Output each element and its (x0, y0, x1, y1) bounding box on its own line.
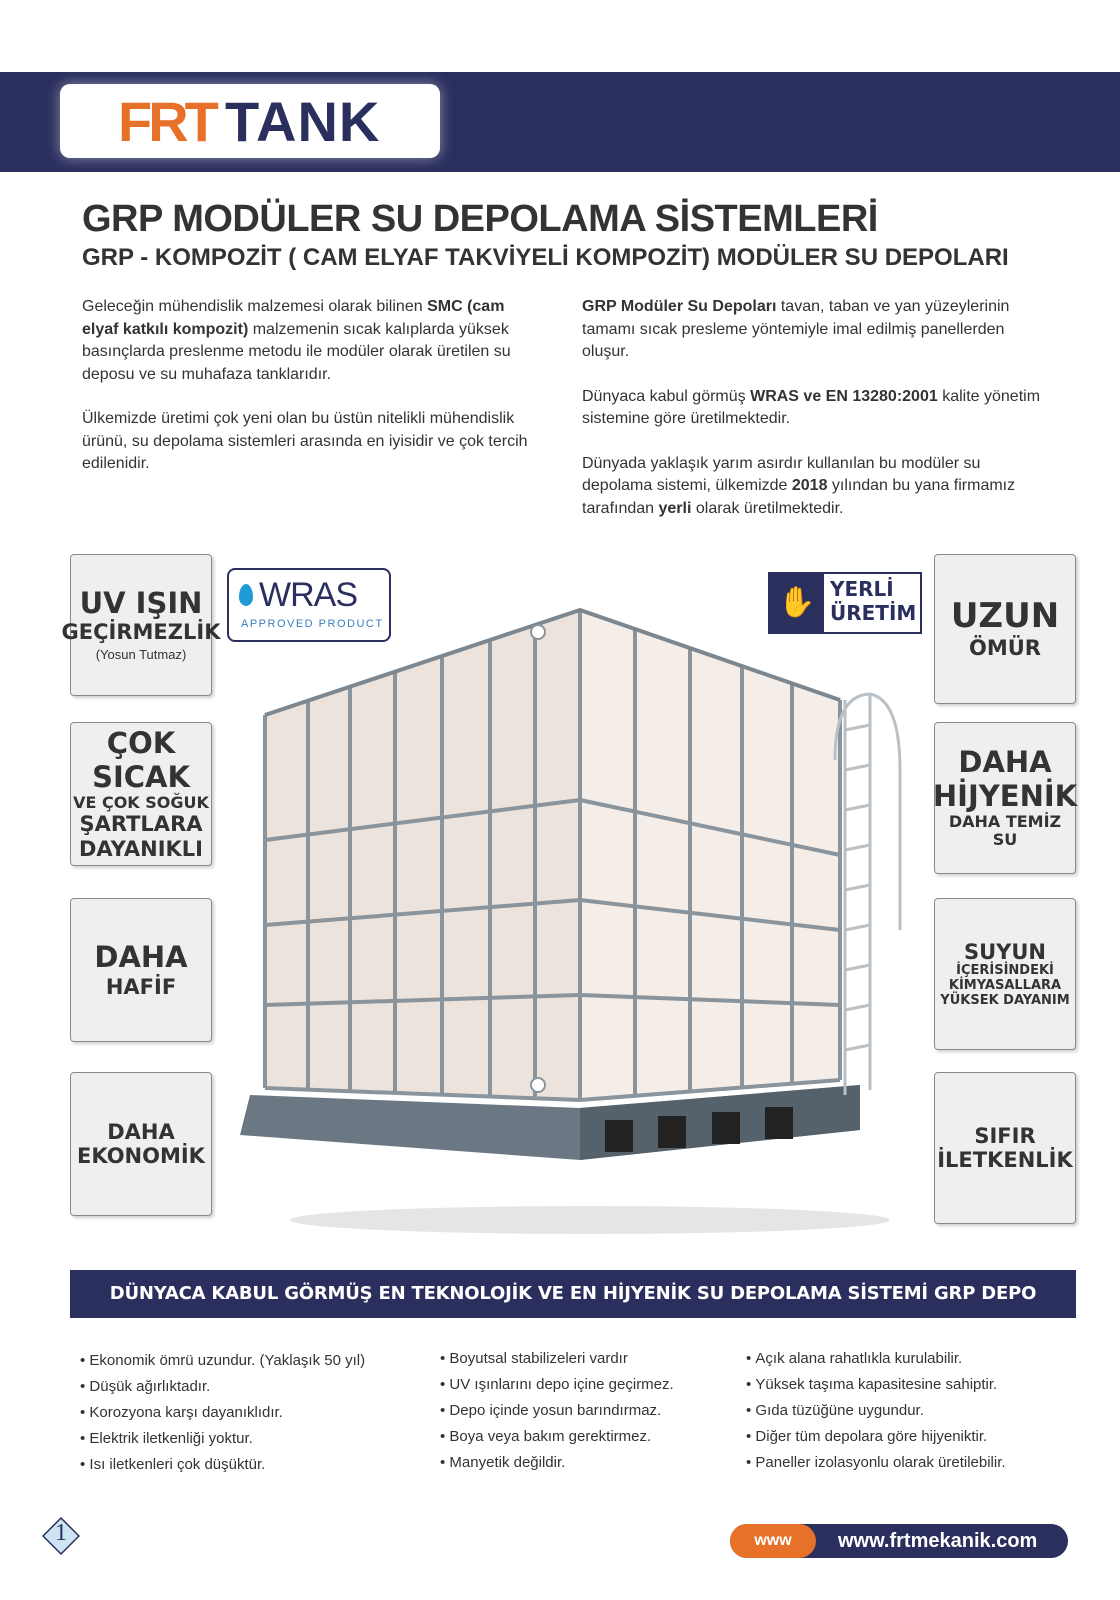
grp-tank-illustration (220, 590, 920, 1240)
feature-line: YÜKSEK DAYANIM (940, 992, 1070, 1008)
advantages-list-1 (80, 1348, 420, 1478)
feature-line: DAHA (958, 745, 1052, 780)
list-item: • Boya veya bakım gerektirmez. (440, 1424, 740, 1450)
feature-line: ÖMÜR (969, 636, 1041, 661)
logo-frt-text: FRT (118, 90, 215, 153)
list-item: • Boyutsal stabilizeleri vardır (440, 1346, 740, 1372)
feature-temperature-resistance (70, 722, 212, 866)
handshake-icon: ✋ (770, 574, 824, 632)
feature-hygienic (934, 722, 1076, 874)
feature-line: VE ÇOK SOĞUK (73, 793, 209, 812)
yerli-uretim-text: YERLİ ÜRETİM (830, 577, 917, 625)
list-item: • Düşük ağırlıktadır. (80, 1374, 420, 1400)
logo[interactable] (60, 84, 440, 158)
feature-chemical-resistance (934, 898, 1076, 1050)
feature-long-life (934, 554, 1076, 704)
feature-line: UV IŞIN (79, 585, 203, 620)
list-item: • Yüksek taşıma kapasitesine sahiptir. (746, 1372, 1076, 1398)
feature-line: ÇOK SICAK (92, 726, 190, 794)
feature-line: DAHA TEMİZ SU (948, 811, 1062, 850)
list-item: • Gıda tüzüğüne uygundur. (746, 1398, 1076, 1424)
intro-right-paragraph-1: GRP Modüler Su Depoları tavan, taban ve yan yüzeylerinin tamamı sıcak presleme yöntemiyle imal edilmiş panellerden oluşur. (582, 298, 1010, 360)
list-item: • Diğer tüm depolara göre hijyeniktir. (746, 1424, 1076, 1450)
intro-left-paragraph-1: Geleceğin mühendislik malzemesi olarak bilinen SMC (cam elyaf katkılı kompozit) malzemenin sıcak kalıplarda yüksek basınçlarda preslenme metodu ile modüler olarak üretilen su deposu ve su muhafaza tanklarıdır. (82, 298, 511, 383)
intro-right-paragraph-3: Dünyada yaklaşık yarım asırdır kullanılan bu modüler su depolama sistemi, ülkemizde 2018 yılından bu yana firmamız tarafından yerli olarak üretilmektedir. (582, 454, 1016, 517)
list-item: • Paneller izolasyonlu olarak üretilebilir. (746, 1450, 1076, 1476)
feature-line: GEÇİRMEZLİK (61, 620, 221, 645)
feature-line: UZUN (950, 596, 1060, 637)
advantages-list-2 (440, 1346, 740, 1476)
intro-right-paragraph-2: Dünyaca kabul görmüş WRAS ve EN 13280:2001 kalite yönetim sistemine göre üretilmektedir. (582, 387, 1041, 427)
feature-line: İLETKENLİK (937, 1148, 1073, 1172)
list-item: • Ekonomik ömrü uzundur. (Yaklaşık 50 yıl) (80, 1348, 420, 1374)
feature-line: KİMYASALLARA (948, 977, 1062, 993)
feature-line: ŞARTLARA (79, 812, 203, 837)
feature-line: SUYUN (963, 939, 1046, 964)
website-url[interactable]: www.frtmekanik.com (838, 1530, 1038, 1552)
list-item: • UV ışınlarını depo içine geçirmez. (440, 1372, 740, 1398)
feature-line: DAYANIKLI (79, 836, 203, 861)
feature-line: SIFIR (974, 1123, 1036, 1148)
wras-title: WRAS (259, 576, 357, 614)
list-item: • Manyetik değildir. (440, 1450, 740, 1476)
feature-line: HAFİF (105, 974, 177, 999)
list-item: • Depo içinde yosun barındırmaz. (440, 1398, 740, 1424)
feature-economic (70, 1072, 212, 1216)
slogan-banner: DÜNYACA KABUL GÖRMÜŞ EN TEKNOLOJİK VE EN HİJYENİK SU DEPOLAMA SİSTEMİ GRP DEPO SİSTEMİDİR. (70, 1270, 1076, 1318)
feature-line: İÇERİSİNDEKİ (956, 962, 1054, 978)
feature-uv-resistance (61, 554, 221, 696)
feature-note: (Yosun Tutmaz) (95, 647, 187, 663)
list-item: • Açık alana rahatlıkla kurulabilir. (746, 1346, 1076, 1372)
list-item: • Korozyona karşı dayanıklıdır. (80, 1400, 420, 1426)
intro-right (582, 296, 1044, 542)
feature-line: DAHA (94, 940, 188, 975)
feature-line: EKONOMİK (77, 1144, 205, 1168)
page-number: 1 (55, 1520, 67, 1546)
wras-subtitle: APPROVED PRODUCT (241, 618, 384, 630)
page-subtitle: GRP - KOMPOZİT ( CAM ELYAF TAKVİYELİ KOMPOZİT) MODÜLER SU DEPOLARI (82, 244, 1009, 271)
intro-left (82, 296, 532, 498)
list-item: • Isı iletkenleri çok düşüktür. (80, 1452, 420, 1478)
feature-line: HİJYENİK (932, 778, 1078, 813)
www-label: www (730, 1524, 816, 1558)
feature-line: DAHA (107, 1119, 175, 1144)
logo-tank-text: TANK (225, 90, 381, 153)
feature-zero-conductivity (934, 1072, 1076, 1224)
list-item: • Elektrik iletkenliği yoktur. (80, 1426, 420, 1452)
advantages-list-3 (746, 1346, 1076, 1476)
feature-lighter (70, 898, 212, 1042)
page-title: GRP MODÜLER SU DEPOLAMA SİSTEMLERİ (82, 198, 878, 240)
intro-left-paragraph-2: Ülkemizde üretimi çok yeni olan bu üstün nitelikli mühendislik ürünü, su depolama sistemleri arasında en iyisidir ve çok tercih edilenidir. (82, 410, 528, 472)
